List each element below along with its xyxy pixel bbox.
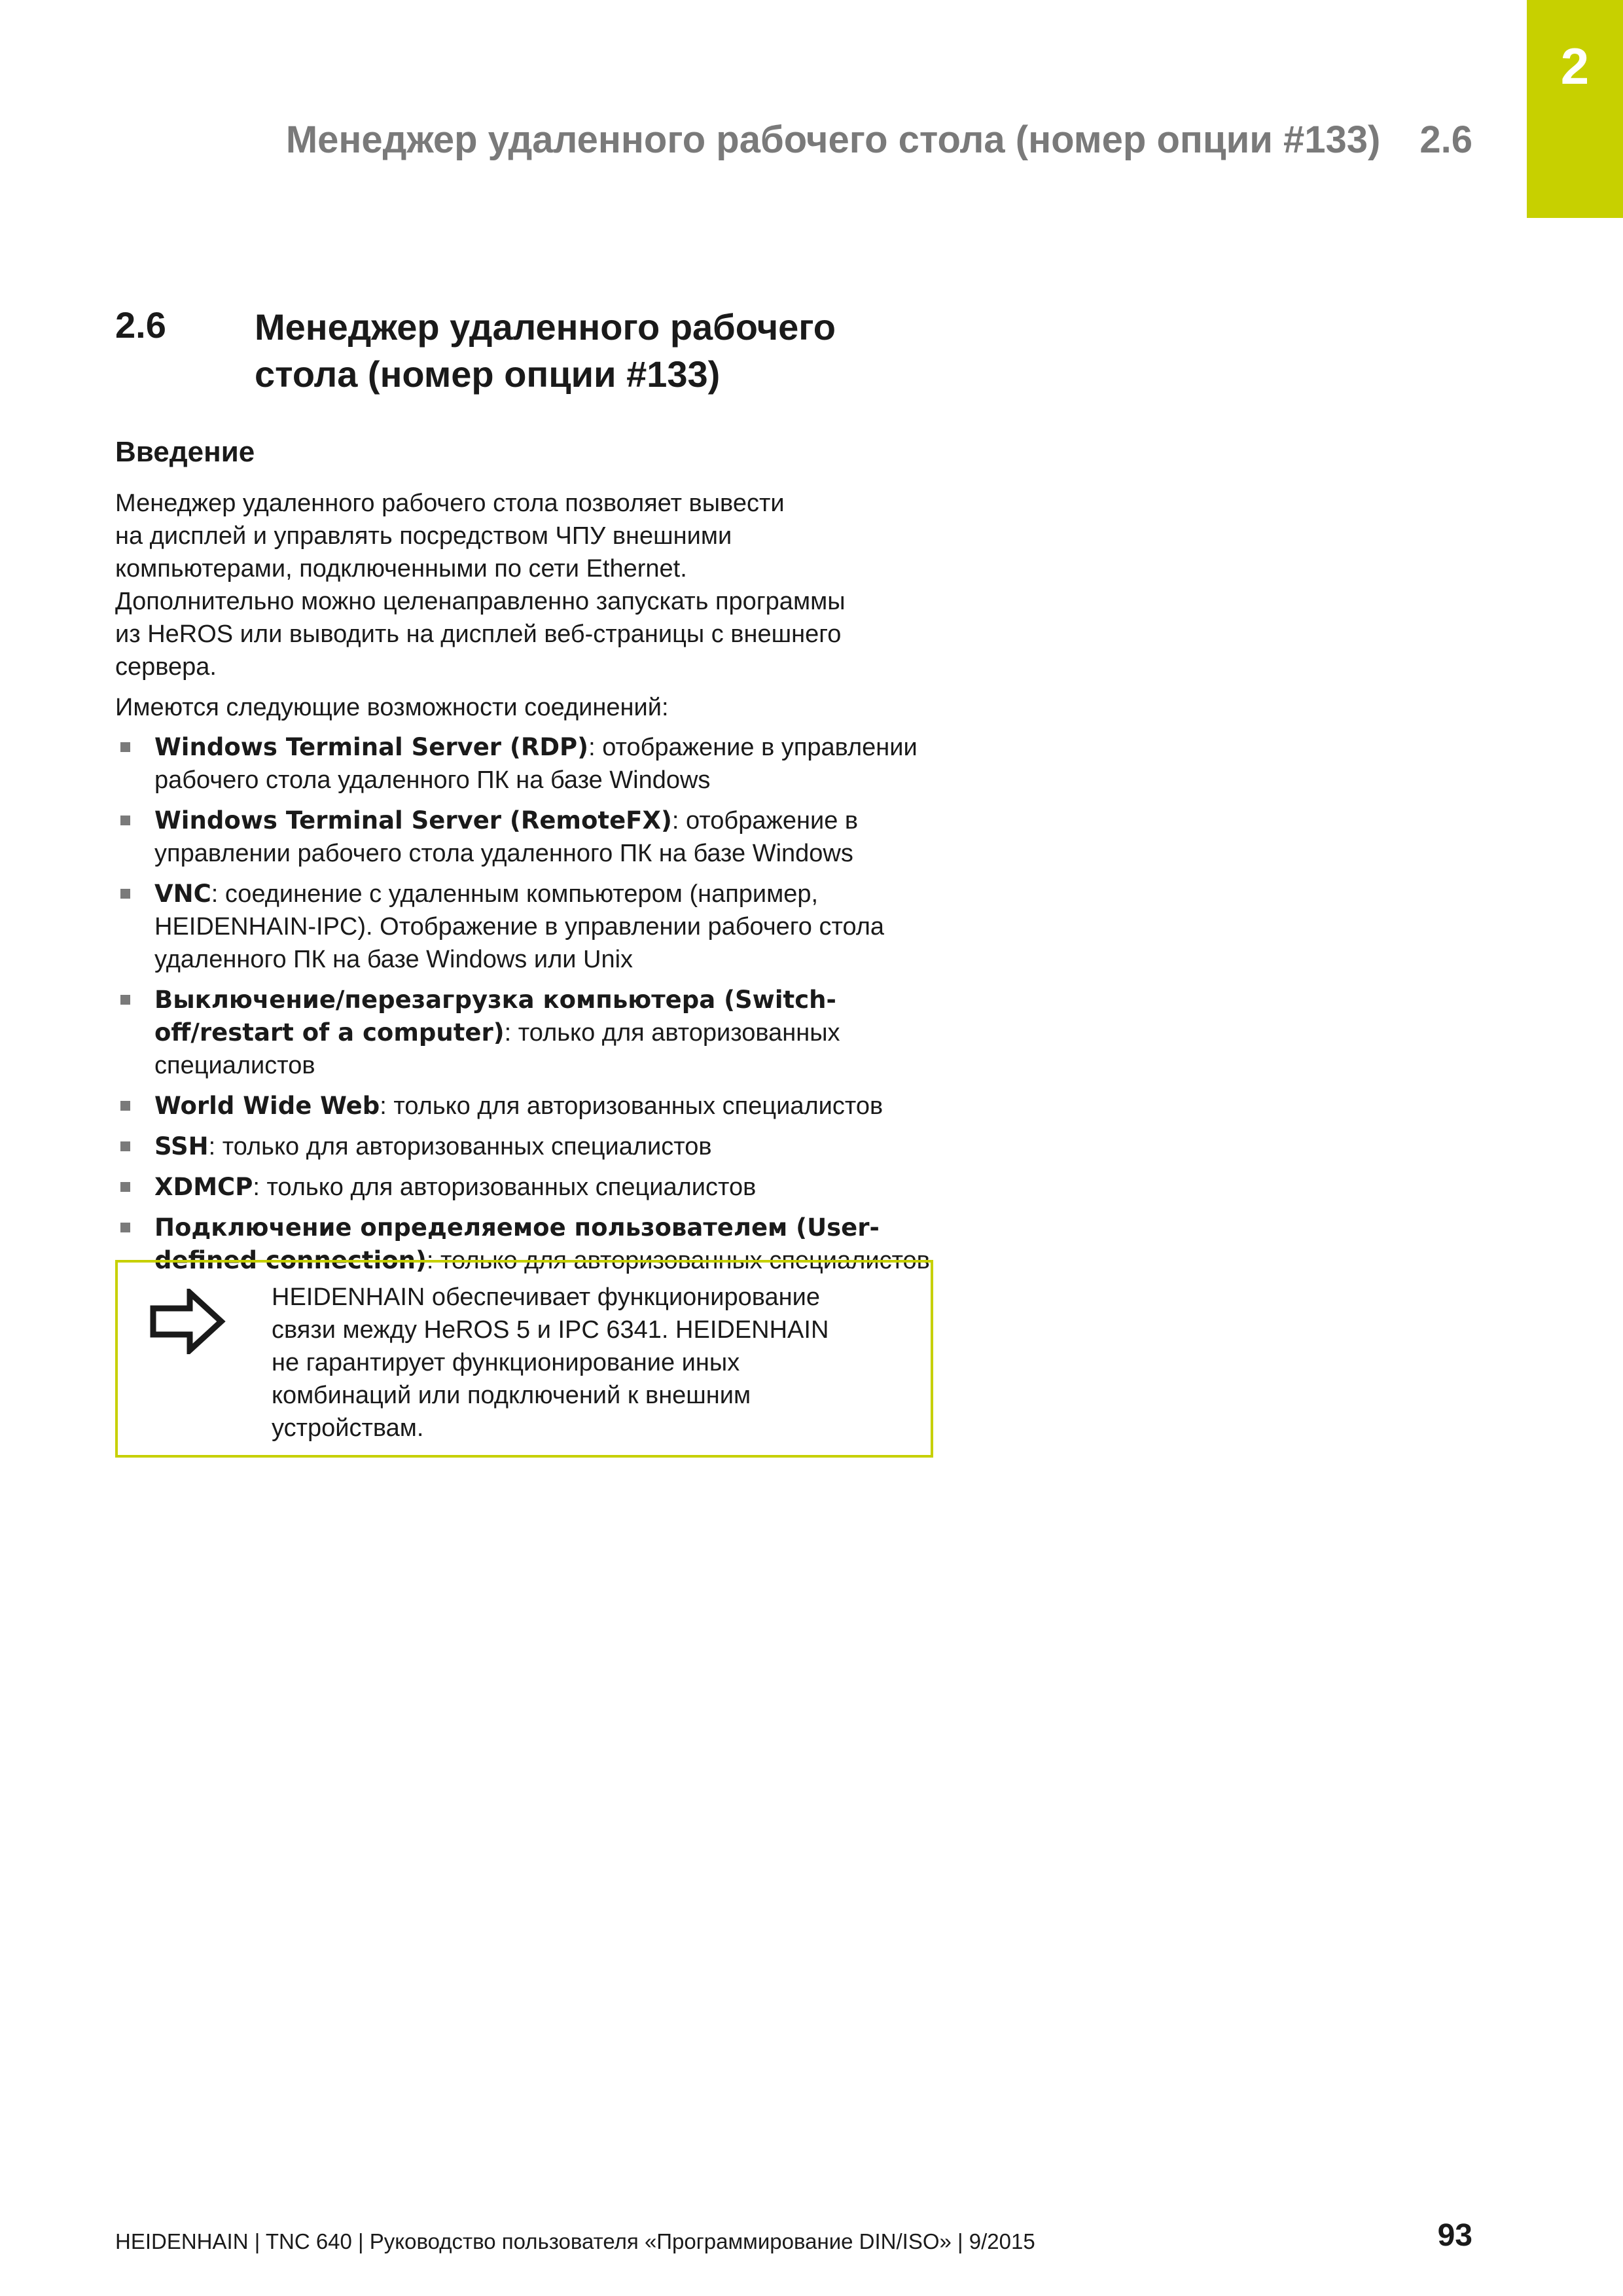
chapter-number: 2 <box>1560 37 1590 95</box>
text-line: HEIDENHAIN обеспечивает функционирование <box>272 1283 821 1311</box>
option-name: World Wide Web <box>154 1092 380 1120</box>
bullet-square-icon <box>120 1223 130 1232</box>
option-description: : только для авторизованных специалистов <box>208 1133 712 1160</box>
text-line: сервера. <box>115 653 217 681</box>
option-name: Выключение/перезагрузка компьютера (Switch-off/restart of a computer) <box>154 986 836 1047</box>
list-item <box>115 804 940 870</box>
list-item <box>115 1090 940 1122</box>
note-text <box>272 1281 913 1444</box>
running-header-title: Менеджер удаленного рабочего стола (номер опции #133) <box>285 118 1381 161</box>
text-line: комбинаций или подключений к внешним <box>272 1382 751 1409</box>
option-name: VNC <box>154 880 211 908</box>
text-line: устройствам. <box>272 1414 424 1442</box>
options-intro: Имеются следующие возможности соединений: <box>115 694 669 721</box>
option-description: : только для авторизованных специалистов <box>154 1019 840 1079</box>
section-title-line: Менеджер удаленного рабочего <box>255 306 836 348</box>
list-item <box>115 731 940 797</box>
list-item <box>115 878 940 976</box>
section-number: 2.6 <box>115 304 166 346</box>
page-footer: HEIDENHAIN | TNC 640 | Руководство пользователя «Программирование DIN/ISO» | 9/2015 <box>115 2229 1035 2253</box>
chapter-tab <box>1527 0 1623 218</box>
bullet-square-icon <box>120 1101 130 1111</box>
running-header-number: 2.6 <box>1419 118 1472 161</box>
option-name: Windows Terminal Server (RemoteFX) <box>154 806 672 834</box>
connection-options-list <box>115 731 940 1285</box>
text-line: из HeROS или выводить на дисплей веб-страницы с внешнего <box>115 620 842 648</box>
text-line: Дополнительно можно целенаправленно запускать программы <box>115 588 846 615</box>
option-description: : отображение в управлении рабочего стола удаленного ПК на базе Windows <box>154 734 918 794</box>
option-description: : только для авторизованных специалистов <box>253 1174 757 1201</box>
bullet-square-icon <box>120 889 130 899</box>
option-name: SSH <box>154 1132 209 1160</box>
bullet-square-icon <box>120 742 130 752</box>
intro-paragraph <box>115 487 933 683</box>
list-item <box>115 1130 940 1163</box>
option-description: : отображение в управлении рабочего стола удаленного ПК на базе Windows <box>154 807 859 867</box>
text-line: связи между HeROS 5 и IPC 6341. HEIDENHAIN <box>272 1316 829 1344</box>
bullet-square-icon <box>120 1141 130 1151</box>
running-header <box>286 118 1472 162</box>
list-item <box>115 984 940 1082</box>
option-description: : только для авторизованных специалистов <box>426 1247 930 1274</box>
text-line: на дисплей и управлять посредством ЧПУ внешними <box>115 522 732 550</box>
page-number: 93 <box>1437 2218 1472 2253</box>
subsection-title: Введение <box>115 436 255 468</box>
option-name: Подключение определяемое пользователем (User-defined connection) <box>154 1213 880 1274</box>
text-line: Менеджер удаленного рабочего стола позволяет вывести <box>115 490 785 517</box>
option-name: Windows Terminal Server (RDP) <box>154 733 589 761</box>
text-line: компьютерами, подключенными по сети Ethernet. <box>115 555 687 583</box>
note-box <box>115 1260 933 1458</box>
bullet-square-icon <box>120 1182 130 1192</box>
section-title-line: стола (номер опции #133) <box>255 353 721 395</box>
option-name: XDMCP <box>154 1173 253 1201</box>
arrow-right-icon <box>149 1289 226 1354</box>
bullet-square-icon <box>120 816 130 825</box>
section-title <box>255 304 909 398</box>
text-line: не гарантирует функционирование иных <box>272 1349 740 1376</box>
bullet-square-icon <box>120 995 130 1005</box>
option-description: : соединение с удаленным компьютером (например, HEIDENHAIN-IPC). Отображение в управлении рабочего стола удаленного ПК на базе Windows или Unix <box>154 880 885 973</box>
list-item <box>115 1171 940 1204</box>
option-description: : только для авторизованных специалистов <box>380 1092 883 1120</box>
